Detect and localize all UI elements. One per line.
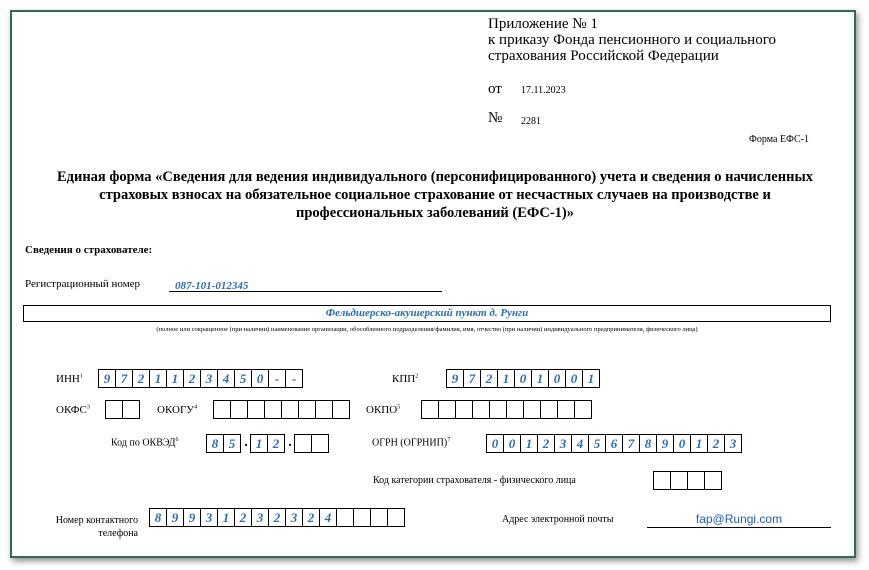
ogrn-cell: 3 xyxy=(724,434,742,453)
phone-cell xyxy=(370,508,388,527)
phone-cell: 2 xyxy=(234,508,252,527)
okfs-cell xyxy=(105,400,123,419)
okpo-cell xyxy=(489,400,507,419)
appendix-block xyxy=(488,16,776,64)
phone-cell: 2 xyxy=(268,508,286,527)
phone-cell xyxy=(336,508,354,527)
ogrn-cell: 7 xyxy=(622,434,640,453)
inn-cell: - xyxy=(268,369,286,388)
ogrn-cell: 6 xyxy=(605,434,623,453)
okved-cell xyxy=(294,434,312,453)
inn-cell: 1 xyxy=(166,369,184,388)
kpp-label: КПП$^2$ xyxy=(392,373,419,385)
okved-cells[interactable] xyxy=(206,434,329,453)
ogrn-cell: 1 xyxy=(690,434,708,453)
reg-number-field[interactable] xyxy=(169,276,442,292)
okogu-cell xyxy=(315,400,333,419)
insurer-section-label: Сведения о страхователе: xyxy=(25,244,153,256)
kpp-cell: 0 xyxy=(565,369,583,388)
category-cells[interactable] xyxy=(653,471,722,490)
okogu-cell xyxy=(230,400,248,419)
okved-cell: 2 xyxy=(267,434,285,453)
inn-cell: 5 xyxy=(234,369,252,388)
kpp-cell: 7 xyxy=(463,369,481,388)
okved-separator: . xyxy=(288,435,292,450)
form-title: Единая форма «Сведения для ведения индивидуального (персонифицированного) учета и сведения о начисленных страховых взносах на обязательное социальное страхование от несчастных случаев на производстве и профессиональных заболеваний (ЕФС-1)» xyxy=(56,169,814,221)
inn-cell: 2 xyxy=(183,369,201,388)
kpp-cell: 1 xyxy=(497,369,515,388)
inn-cell: 7 xyxy=(115,369,133,388)
inn-cell: 9 xyxy=(98,369,116,388)
okved-cell: 5 xyxy=(223,434,241,453)
number-label: № xyxy=(488,110,503,126)
ogrn-cell: 1 xyxy=(520,434,538,453)
okved-cell: 1 xyxy=(250,434,268,453)
phone-cell xyxy=(387,508,405,527)
category-cell xyxy=(704,471,722,490)
reg-number-value: 087-101-012345 xyxy=(175,280,249,292)
kpp-cells[interactable] xyxy=(446,369,600,388)
kpp-cell: 0 xyxy=(514,369,532,388)
okved-label: Код по ОКВЭД$^6$ xyxy=(111,437,179,449)
ogrn-cell: 0 xyxy=(486,434,504,453)
okogu-cell xyxy=(264,400,282,419)
inn-cell: 0 xyxy=(251,369,269,388)
okpo-cell xyxy=(455,400,473,419)
form-code: Форма ЕФС-1 xyxy=(749,134,809,145)
email-value[interactable]: fap@Rungi.com xyxy=(695,512,783,526)
kpp-cell: 1 xyxy=(582,369,600,388)
appendix-line: Приложение № 1 xyxy=(488,16,598,32)
okfs-cells[interactable] xyxy=(105,400,140,419)
phone-cell: 8 xyxy=(149,508,167,527)
phone-cell: 9 xyxy=(166,508,184,527)
inn-cell: - xyxy=(285,369,303,388)
okpo-cell xyxy=(574,400,592,419)
okfs-cell xyxy=(122,400,140,419)
phone-cell: 2 xyxy=(302,508,320,527)
ogrn-cell: 8 xyxy=(639,434,657,453)
org-name-value: Фельдшерско-акушерский пункт д. Рунги xyxy=(325,307,529,319)
from-label: от xyxy=(488,81,502,97)
phone-cell: 9 xyxy=(183,508,201,527)
ogrn-cell: 5 xyxy=(588,434,606,453)
phone-cell: 3 xyxy=(285,508,303,527)
kpp-cell: 1 xyxy=(531,369,549,388)
org-name-note: (полное или сокращенное (при наличии) наименование организации, обособленного подразделения/фамилия, имя, отчество (при наличии) индивидуального предпринимателя, физического лица) xyxy=(156,326,698,333)
ogrn-cell: 4 xyxy=(571,434,589,453)
okpo-cell xyxy=(557,400,575,419)
appendix-line: страхования Российской Федерации xyxy=(488,48,719,64)
ogrn-cell: 9 xyxy=(656,434,674,453)
appendix-line: к приказу Фонда пенсионного и социального xyxy=(488,32,776,48)
okpo-label: ОКПО$^5$ xyxy=(366,404,401,416)
okogu-cell xyxy=(298,400,316,419)
ogrn-cell: 2 xyxy=(537,434,555,453)
phone-label: Номер контактного телефона xyxy=(55,515,138,539)
inn-label: ИНН$^1$ xyxy=(56,373,83,385)
inn-cell: 2 xyxy=(132,369,150,388)
phone-cell xyxy=(353,508,371,527)
phone-cell: 4 xyxy=(319,508,337,527)
email-label: Адрес электронной почты xyxy=(502,514,614,525)
kpp-cell: 2 xyxy=(480,369,498,388)
order-date: 17.11.2023 xyxy=(521,85,566,96)
kpp-cell: 9 xyxy=(446,369,464,388)
phone-cell: 3 xyxy=(200,508,218,527)
category-label: Код категории страхователя - физического лица xyxy=(373,475,576,486)
org-name-field[interactable] xyxy=(23,305,831,322)
okpo-cell xyxy=(421,400,439,419)
okpo-cell xyxy=(506,400,524,419)
inn-cell: 4 xyxy=(217,369,235,388)
okpo-cell xyxy=(540,400,558,419)
okogu-cell xyxy=(332,400,350,419)
ogrn-cell: 0 xyxy=(673,434,691,453)
phone-cell: 3 xyxy=(251,508,269,527)
okved-cell: 8 xyxy=(206,434,224,453)
phone-cells[interactable] xyxy=(149,508,405,527)
kpp-cell: 0 xyxy=(548,369,566,388)
inn-cells[interactable] xyxy=(98,369,303,388)
ogrn-cell: 0 xyxy=(503,434,521,453)
okpo-cell xyxy=(438,400,456,419)
phone-cell: 1 xyxy=(217,508,235,527)
category-cell xyxy=(670,471,688,490)
email-field[interactable] xyxy=(647,510,831,528)
inn-cell: 3 xyxy=(200,369,218,388)
okogu-cell xyxy=(247,400,265,419)
ogrn-cells[interactable] xyxy=(486,434,742,453)
inn-cell: 1 xyxy=(149,369,167,388)
category-cell xyxy=(653,471,671,490)
okpo-cells[interactable] xyxy=(421,400,592,419)
ogrn-cell: 2 xyxy=(707,434,725,453)
order-number: 2281 xyxy=(521,116,541,127)
reg-number-label: Регистрационный номер xyxy=(25,278,141,290)
okpo-cell xyxy=(472,400,490,419)
okved-separator: . xyxy=(244,435,248,450)
ogrn-label: ОГРН (ОГРНИП)$^7$ xyxy=(372,437,451,449)
okved-cell xyxy=(311,434,329,453)
okpo-cell xyxy=(523,400,541,419)
category-cell xyxy=(687,471,705,490)
okogu-label: ОКОГУ$^4$ xyxy=(157,404,198,416)
ogrn-cell: 3 xyxy=(554,434,572,453)
okogu-cell xyxy=(213,400,231,419)
okogu-cells[interactable] xyxy=(213,400,350,419)
okfs-label: ОКФС$^3$ xyxy=(56,404,90,416)
okogu-cell xyxy=(281,400,299,419)
